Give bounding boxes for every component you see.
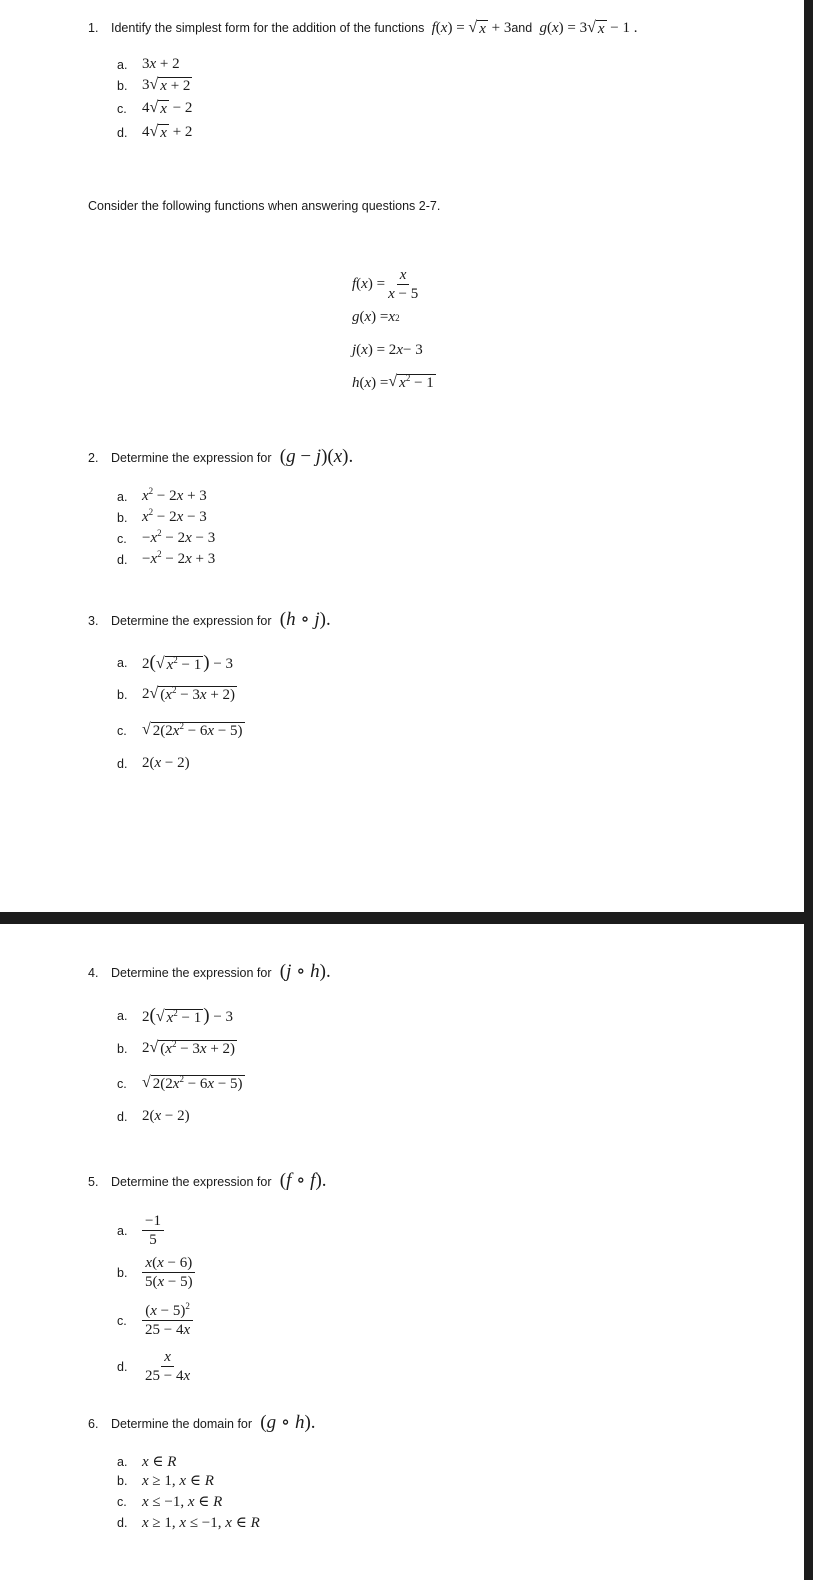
def-h: h ( x ) = √ $x^2 - 1$	[352, 373, 434, 392]
function-f-definition: f(x) = √ x + 3	[431, 19, 512, 37]
q2-option-d[interactable]: d. $-x^2 - 2x + 3$	[117, 549, 216, 567]
q1-option-b[interactable]: b. 3 √ x + 2	[117, 76, 191, 94]
page-separator	[0, 912, 813, 924]
question-expr: (j ∘ h).	[274, 961, 331, 982]
q3-option-d[interactable]: d. 2(x − 2)	[117, 755, 190, 771]
q6-option-a[interactable]: a. x ∈ R	[117, 1454, 177, 1470]
q4-option-d[interactable]: d. 2(x − 2)	[117, 1108, 190, 1124]
question-text: Determine the expression for	[111, 966, 272, 980]
option-expr: 2( √ $x^2 - 1$ ) − 3	[142, 652, 234, 673]
q4-option-c[interactable]: c. √ $2(2x^2 - 6x - 5)$	[117, 1074, 243, 1092]
q4-option-b[interactable]: b. 2 √ $(x^2 - 3x + 2)$	[117, 1039, 236, 1057]
q6-option-d[interactable]: d. x ≥ 1, x ≤ −1, x ∈ R	[117, 1515, 260, 1531]
option-expr: x ≥ 1, x ∈ R	[142, 1473, 214, 1489]
option-expr: 2 √ $(x^2 - 3x + 2)$	[142, 685, 236, 703]
q3-option-b[interactable]: b. 2 √ $(x^2 - 3x + 2)$	[117, 685, 236, 703]
q6-option-b[interactable]: b. x ≥ 1, x ∈ R	[117, 1473, 214, 1489]
question-6: 6. Determine the domain for (g ∘ h).	[88, 1412, 316, 1433]
question-text: Determine the expression for	[111, 614, 272, 628]
option-expr: $-x^2 - 2x + 3$	[142, 549, 216, 567]
option-expr: $\frac{-1}{5}$	[142, 1212, 164, 1249]
option-expr: $x^2 - 2x - 3$	[142, 507, 207, 525]
option-expr: 2 √ $(x^2 - 3x + 2)$	[142, 1039, 236, 1057]
question-expr: (f ∘ f).	[274, 1170, 327, 1191]
option-expr: $\frac{(x - 5)^2}{25 - 4x}$	[142, 1302, 193, 1339]
q5-option-b[interactable]: b. $\frac{x(x - 6)}{5(x - 5)}$	[117, 1254, 196, 1291]
q1-option-a[interactable]: a. 3x + 2	[117, 56, 180, 72]
option-expr: $\frac{x}{25 - 4x}$	[145, 1349, 191, 1384]
question-5: 5. Determine the expression for (f ∘ f).	[88, 1170, 327, 1191]
option-expr: 3 √ x + 2	[142, 76, 191, 94]
option-expr: 4 √ x − 2	[142, 99, 193, 117]
question-text: Determine the expression for	[111, 1175, 272, 1189]
q1-option-d[interactable]: d. 4 √ x + 2	[117, 123, 193, 141]
option-expr: $\frac{x(x - 6)}{5(x - 5)}$	[142, 1254, 196, 1291]
option-expr: $-x^2 - 2x - 3$	[142, 528, 216, 546]
conjunction: and	[511, 21, 533, 35]
option-expr: $x^2 - 2x + 3$	[142, 486, 207, 504]
right-border	[804, 0, 813, 1580]
function-definitions	[352, 268, 436, 400]
q3-option-c[interactable]: c. √ $2(2x^2 - 6x - 5)$	[117, 721, 243, 739]
option-expr: √ $2(2x^2 - 6x - 5)$	[142, 721, 243, 739]
option-expr: 2(x − 2)	[142, 755, 190, 771]
def-j: j ( x ) = 2 x − 3	[352, 342, 423, 358]
question-3: 3. Determine the expression for (h ∘ j).	[88, 609, 331, 630]
option-expr: x ≥ 1, x ≤ −1, x ∈ R	[142, 1515, 260, 1531]
q1-option-c[interactable]: c. 4 √ x − 2	[117, 99, 193, 117]
q5-option-a[interactable]: a. $\frac{-1}{5}$	[117, 1212, 164, 1249]
q5-option-c[interactable]: c. $\frac{(x - 5)^2}{25 - 4x}$	[117, 1302, 193, 1339]
question-1	[88, 20, 638, 38]
worksheet-page-2	[0, 924, 804, 1580]
function-g-definition: g(x) = 3 √ x − 1 .	[539, 19, 638, 37]
question-4: 4. Determine the expression for (j ∘ h).	[88, 961, 331, 982]
question-expr: (g − j)(x).	[274, 446, 354, 467]
question-2: 2. Determine the expression for (g − j)(x).	[88, 446, 354, 467]
question-text: Identify the simplest form for the addition of the functions	[111, 21, 425, 35]
q4-option-a[interactable]: a. 2( √ $x^2 - 1$ ) − 3	[117, 1005, 234, 1026]
option-expr: √ $2(2x^2 - 6x - 5)$	[142, 1074, 243, 1092]
q5-option-d[interactable]: d. $\frac{x}{25 - 4x}$	[117, 1348, 193, 1385]
option-expr: 2(x − 2)	[142, 1108, 190, 1124]
q2-option-b[interactable]: b. $x^2 - 2x - 3$	[117, 507, 207, 525]
option-expr: 2( √ $x^2 - 1$ ) − 3	[142, 1005, 234, 1026]
question-text: Determine the domain for	[111, 1417, 253, 1431]
def-f: f ( x ) = $\frac{x}{x - 5}$	[352, 267, 419, 302]
option-expr: 3x + 2	[142, 56, 180, 72]
q3-option-a[interactable]: a. 2( √ $x^2 - 1$ ) − 3	[117, 652, 234, 673]
option-expr: x ≤ −1, x ∈ R	[142, 1494, 223, 1510]
q2-option-a[interactable]: a. $x^2 - 2x + 3$	[117, 486, 207, 504]
question-expr: (h ∘ j).	[274, 609, 331, 630]
option-expr: x ∈ R	[142, 1454, 177, 1470]
instructions: Consider the following functions when answering questions 2-7.	[88, 199, 441, 213]
q6-option-c[interactable]: c. x ≤ −1, x ∈ R	[117, 1494, 223, 1510]
question-text: Determine the expression for	[111, 451, 272, 465]
question-expr: (g ∘ h).	[255, 1412, 316, 1433]
q2-option-c[interactable]: c. $-x^2 - 2x - 3$	[117, 528, 216, 546]
question-number: 1.	[88, 21, 99, 35]
option-expr: 4 √ x + 2	[142, 123, 193, 141]
def-g: g ( x ) = x 2	[352, 309, 400, 325]
